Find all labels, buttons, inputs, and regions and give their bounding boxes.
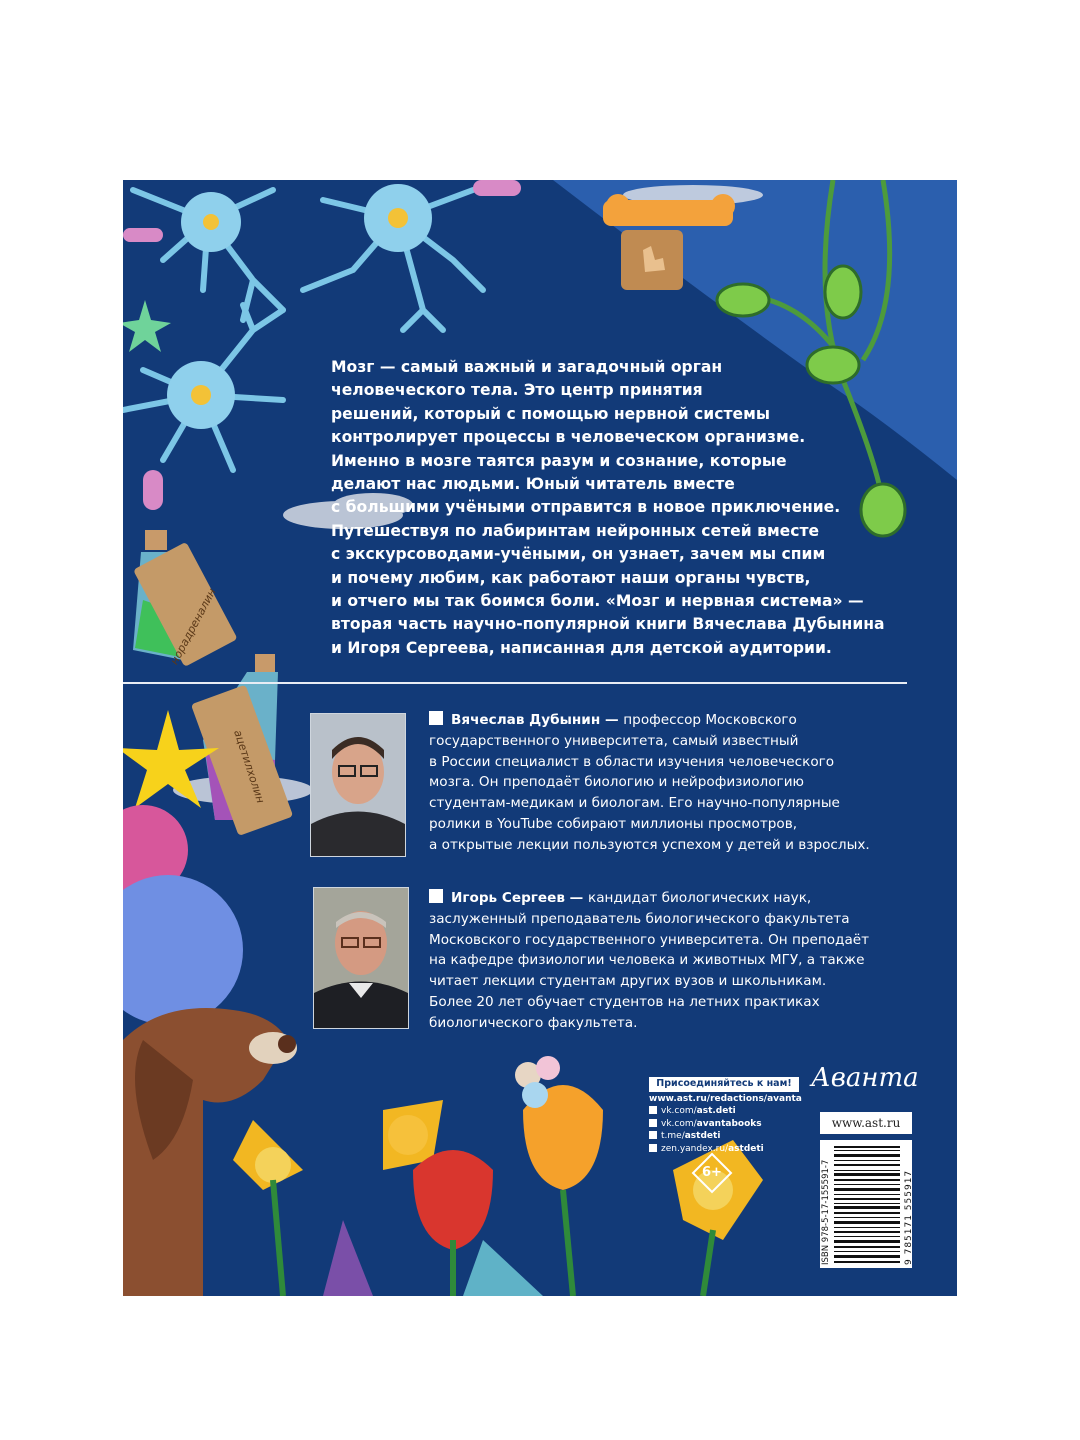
vk-icon <box>649 1119 657 1127</box>
bio-line: Более 20 лет обучает студентов на летних практиках <box>429 993 820 1010</box>
bullet-square-icon <box>429 889 443 903</box>
link-handle: ast.deti <box>696 1106 736 1116</box>
name-dash: — <box>564 890 589 906</box>
link-prefix: zen.yandex.ru/ <box>661 1143 729 1154</box>
join-us-banner: Присоединяйтесь к нам! <box>649 1077 799 1092</box>
bio-line: заслуженный преподаватель биологического факультета <box>429 910 850 927</box>
bio-line: читает лекции студентам других вузов и школьникам. <box>429 973 827 990</box>
bio-line: Московского государственного университета. Он преподаёт <box>429 931 870 948</box>
social-links <box>649 1077 802 1155</box>
bio-line: на кафедре физиологии человека и животных МГУ, а также <box>429 952 865 969</box>
link-handle: avantabooks <box>696 1118 762 1129</box>
link-prefix: t.me/ <box>661 1131 685 1141</box>
bio-line: в России специалист в области изучения человеческого <box>429 753 835 770</box>
description-line: с экскурсоводами-учёными, он узнает, зачем мы спим <box>331 545 826 564</box>
bio-line: профессор Московского <box>623 712 797 728</box>
author-bio-sergeev <box>429 888 869 1034</box>
bio-line: мозга. Он преподаёт биологию и нейрофизиологию <box>429 774 804 791</box>
description-line: и почему любим, как работают наши органы чувств, <box>331 568 811 587</box>
social-link-vk[interactable] <box>649 1105 799 1118</box>
telegram-icon <box>649 1131 657 1139</box>
description-line: вторая часть научно-популярной книги Вячеслава Дубынина <box>331 615 885 634</box>
bottle-label-text: ацетилхолин <box>231 728 268 805</box>
description-line: Путешествуя по лабиринтам нейронных сетей вместе <box>331 521 820 540</box>
barcode-bars <box>820 1140 912 1268</box>
publisher-logo: Аванта <box>811 1063 919 1093</box>
bio-line: биологического факультета. <box>429 1014 638 1031</box>
link-prefix: vk.com/ <box>661 1118 697 1129</box>
bio-line: государственного университета, самый известный <box>429 732 799 749</box>
social-link-vk[interactable] <box>649 1118 799 1131</box>
ean-number: 9 785171 555917 <box>904 1169 914 1265</box>
bio-line: а открытые лекции пользуются успехом у детей и взрослых. <box>429 836 870 853</box>
link-prefix: vk.com/ <box>661 1106 697 1116</box>
barcode <box>820 1140 912 1268</box>
website-label: www.ast.ru <box>820 1112 912 1134</box>
link-handle: astdeti <box>684 1131 721 1141</box>
bottle-label-text: норадреналин <box>167 586 219 667</box>
author-photo-sergeev <box>313 887 409 1029</box>
author-name: Вячеслав Дубынин <box>451 712 601 728</box>
description-line: решений, который с помощью нервной системы <box>331 404 770 423</box>
description-line: Именно в мозге таятся разум и сознание, которые <box>331 451 787 470</box>
social-link-telegram[interactable] <box>649 1130 799 1143</box>
author-photo-dubynin <box>310 713 406 857</box>
star-icon <box>123 300 171 352</box>
bio-line: кандидат биологических наук, <box>588 890 812 906</box>
bio-line: ролики в YouTube собирают миллионы просмотров, <box>429 815 798 832</box>
author-name: Игорь Сергеев <box>451 890 565 906</box>
isbn-text: ISBN 978-5-17-155591-7 <box>821 1159 831 1265</box>
description-line: и отчего мы так боимся боли. «Мозг и нервная система» — <box>331 592 864 611</box>
publisher-url[interactable]: www.ast.ru/redactions/avanta <box>649 1093 802 1104</box>
description-line: человеческого тела. Это центр принятия <box>331 381 703 400</box>
link-handle: astdeti <box>728 1143 764 1154</box>
description-line: делают нас людьми. Юный читатель вместе <box>331 475 735 494</box>
description-line: с большими учёными отправится в новое приключение. <box>331 498 841 517</box>
flower-tulip <box>413 1085 603 1250</box>
name-dash: — <box>600 712 624 728</box>
zen-icon <box>649 1144 657 1152</box>
age-rating: 6+ <box>702 1165 722 1180</box>
section-divider <box>123 682 907 684</box>
bio-line: студентам-медикам и биологам. Его научно-популярные <box>429 795 840 812</box>
description-line: и Игоря Сергеева, написанная для детской аудитории. <box>331 638 832 657</box>
description-text <box>331 356 885 660</box>
book-back-cover <box>123 180 957 1296</box>
bullet-square-icon <box>429 711 443 725</box>
description-line: Мозг — самый важный и загадочный орган <box>331 358 723 376</box>
description-line: контролирует процессы в человеческом организме. <box>331 428 806 447</box>
author-bio-dubynin <box>429 710 870 856</box>
vk-icon <box>649 1106 657 1114</box>
